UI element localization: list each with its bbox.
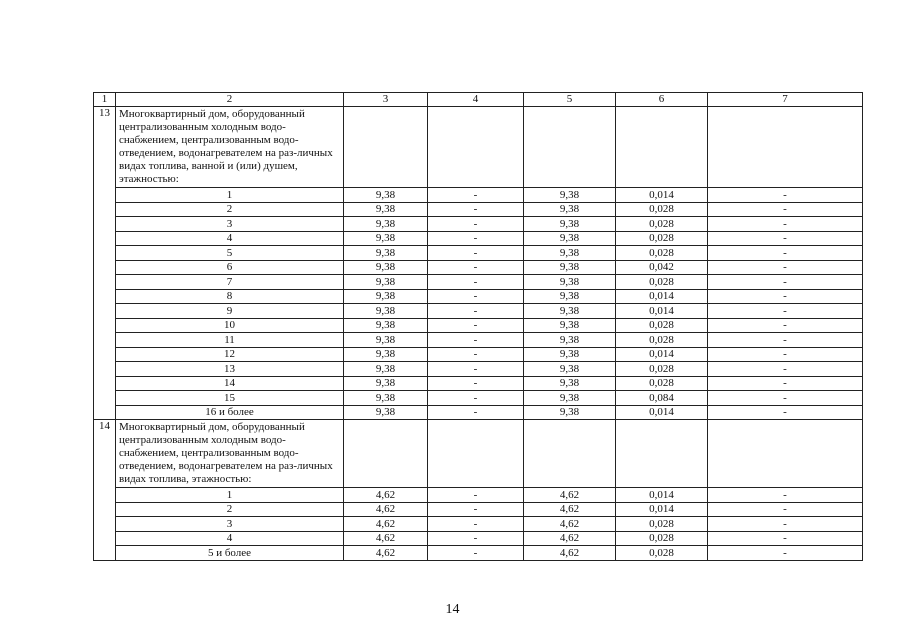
value-cell: - xyxy=(708,289,863,304)
floor-count-cell: 1 xyxy=(116,188,344,203)
value-cell: 4,62 xyxy=(524,517,616,532)
value-cell: 9,38 xyxy=(524,333,616,348)
floor-count-cell: 3 xyxy=(116,217,344,232)
value-cell: 9,38 xyxy=(344,347,428,362)
value-cell: - xyxy=(708,347,863,362)
value-cell: - xyxy=(428,231,524,246)
table-row xyxy=(94,217,863,232)
value-cell: 0,014 xyxy=(616,347,708,362)
floor-count-cell: 4 xyxy=(116,531,344,546)
value-cell: 9,38 xyxy=(344,188,428,203)
value-cell: - xyxy=(708,391,863,406)
value-cell: 4,62 xyxy=(524,546,616,561)
value-cell: 9,38 xyxy=(344,289,428,304)
floor-count-cell: 12 xyxy=(116,347,344,362)
value-cell: 9,38 xyxy=(524,246,616,261)
header-cell: 5 xyxy=(524,93,616,107)
value-cell: - xyxy=(428,391,524,406)
table-row xyxy=(94,260,863,275)
value-cell: 0,028 xyxy=(616,231,708,246)
floor-count-cell: 8 xyxy=(116,289,344,304)
floor-count-cell: 2 xyxy=(116,502,344,517)
table-row xyxy=(94,188,863,203)
floor-count-cell: 5 xyxy=(116,246,344,261)
value-cell: - xyxy=(708,231,863,246)
value-cell: - xyxy=(708,202,863,217)
value-cell: - xyxy=(428,517,524,532)
floor-count-cell: 5 и более xyxy=(116,546,344,561)
row-number: 14 xyxy=(94,420,116,561)
value-cell: 9,38 xyxy=(344,405,428,420)
value-cell: 9,38 xyxy=(524,275,616,290)
value-cell: 4,62 xyxy=(524,488,616,503)
value-cell: - xyxy=(708,333,863,348)
value-cell: - xyxy=(428,502,524,517)
value-cell: - xyxy=(708,246,863,261)
value-cell: 9,38 xyxy=(524,217,616,232)
group-header-row xyxy=(94,107,863,188)
value-cell: 9,38 xyxy=(344,260,428,275)
table-row xyxy=(94,531,863,546)
value-cell: 0,042 xyxy=(616,260,708,275)
empty-cell xyxy=(708,107,863,188)
empty-cell xyxy=(616,420,708,488)
value-cell: - xyxy=(708,362,863,377)
value-cell: 9,38 xyxy=(344,333,428,348)
table-row xyxy=(94,318,863,333)
floor-count-cell: 4 xyxy=(116,231,344,246)
value-cell: 0,014 xyxy=(616,289,708,304)
value-cell: 9,38 xyxy=(524,405,616,420)
value-cell: 0,028 xyxy=(616,318,708,333)
table-row xyxy=(94,517,863,532)
empty-cell xyxy=(524,420,616,488)
floor-count-cell: 3 xyxy=(116,517,344,532)
table-row xyxy=(94,502,863,517)
table-row xyxy=(94,333,863,348)
floor-count-cell: 7 xyxy=(116,275,344,290)
header-cell: 4 xyxy=(428,93,524,107)
floor-count-cell: 15 xyxy=(116,391,344,406)
value-cell: 9,38 xyxy=(524,304,616,319)
value-cell: - xyxy=(708,376,863,391)
value-cell: 9,38 xyxy=(344,362,428,377)
value-cell: 0,028 xyxy=(616,275,708,290)
value-cell: 4,62 xyxy=(344,546,428,561)
value-cell: - xyxy=(428,304,524,319)
table-row xyxy=(94,231,863,246)
value-cell: 0,028 xyxy=(616,531,708,546)
value-cell: 0,028 xyxy=(616,217,708,232)
value-cell: - xyxy=(428,246,524,261)
group-header-row xyxy=(94,420,863,488)
value-cell: 9,38 xyxy=(524,231,616,246)
value-cell: - xyxy=(708,546,863,561)
value-cell: 0,028 xyxy=(616,246,708,261)
value-cell: - xyxy=(708,217,863,232)
table-row xyxy=(94,289,863,304)
value-cell: 4,62 xyxy=(524,502,616,517)
page-number: 14 xyxy=(445,602,460,617)
value-cell: 9,38 xyxy=(344,304,428,319)
value-cell: 9,38 xyxy=(344,275,428,290)
value-cell: 0,028 xyxy=(616,333,708,348)
table-row xyxy=(94,546,863,561)
value-cell: 4,62 xyxy=(344,488,428,503)
table-row xyxy=(94,376,863,391)
header-cell: 1 xyxy=(94,93,116,107)
floor-count-cell: 14 xyxy=(116,376,344,391)
table-body xyxy=(94,93,863,561)
table-row xyxy=(94,202,863,217)
value-cell: - xyxy=(428,546,524,561)
floor-count-cell: 16 и более xyxy=(116,405,344,420)
floor-count-cell: 6 xyxy=(116,260,344,275)
value-cell: - xyxy=(428,405,524,420)
empty-cell xyxy=(524,107,616,188)
value-cell: - xyxy=(428,376,524,391)
floor-count-cell: 1 xyxy=(116,488,344,503)
table-row xyxy=(94,405,863,420)
value-cell: - xyxy=(428,347,524,362)
value-cell: 9,38 xyxy=(344,391,428,406)
header-cell: 7 xyxy=(708,93,863,107)
value-cell: 0,028 xyxy=(616,376,708,391)
empty-cell xyxy=(616,107,708,188)
norms-table xyxy=(93,92,863,561)
empty-cell xyxy=(344,420,428,488)
table-row xyxy=(94,391,863,406)
value-cell: 9,38 xyxy=(344,318,428,333)
value-cell: 0,084 xyxy=(616,391,708,406)
value-cell: 0,014 xyxy=(616,488,708,503)
value-cell: 0,028 xyxy=(616,546,708,561)
value-cell: - xyxy=(708,275,863,290)
value-cell: 9,38 xyxy=(344,202,428,217)
value-cell: - xyxy=(428,289,524,304)
value-cell: - xyxy=(428,217,524,232)
value-cell: 9,38 xyxy=(524,362,616,377)
header-cell: 2 xyxy=(116,93,344,107)
value-cell: 0,028 xyxy=(616,202,708,217)
value-cell: - xyxy=(428,188,524,203)
empty-cell xyxy=(428,107,524,188)
empty-cell xyxy=(708,420,863,488)
value-cell: 0,014 xyxy=(616,188,708,203)
value-cell: - xyxy=(708,502,863,517)
value-cell: - xyxy=(428,275,524,290)
value-cell: - xyxy=(428,318,524,333)
value-cell: 9,38 xyxy=(344,217,428,232)
header-cell: 3 xyxy=(344,93,428,107)
floor-count-cell: 10 xyxy=(116,318,344,333)
value-cell: 9,38 xyxy=(524,318,616,333)
value-cell: 0,028 xyxy=(616,517,708,532)
value-cell: 9,38 xyxy=(344,246,428,261)
table-row xyxy=(94,304,863,319)
header-cell: 6 xyxy=(616,93,708,107)
floor-count-cell: 11 xyxy=(116,333,344,348)
value-cell: 9,38 xyxy=(524,347,616,362)
value-cell: 9,38 xyxy=(524,289,616,304)
row-number: 13 xyxy=(94,107,116,420)
value-cell: - xyxy=(708,531,863,546)
table-row xyxy=(94,275,863,290)
value-cell: 9,38 xyxy=(344,231,428,246)
table-row xyxy=(94,488,863,503)
value-cell: - xyxy=(708,304,863,319)
floor-count-cell: 13 xyxy=(116,362,344,377)
value-cell: 0,028 xyxy=(616,362,708,377)
value-cell: - xyxy=(708,405,863,420)
empty-cell xyxy=(428,420,524,488)
floor-count-cell: 2 xyxy=(116,202,344,217)
value-cell: - xyxy=(428,488,524,503)
value-cell: - xyxy=(708,488,863,503)
value-cell: 4,62 xyxy=(524,531,616,546)
housing-description: Многоквартирный дом, оборудованный централизованным холодным водо-снабжением, централизованным водо-отведением, водонагревателем на раз-личных видах топлива, этажностью: xyxy=(116,420,344,488)
value-cell: 9,38 xyxy=(524,376,616,391)
table-row xyxy=(94,362,863,377)
value-cell: - xyxy=(708,318,863,333)
value-cell: 4,62 xyxy=(344,502,428,517)
value-cell: 9,38 xyxy=(344,376,428,391)
value-cell: 0,014 xyxy=(616,405,708,420)
value-cell: - xyxy=(708,517,863,532)
value-cell: - xyxy=(708,188,863,203)
value-cell: 4,62 xyxy=(344,531,428,546)
value-cell: 9,38 xyxy=(524,202,616,217)
value-cell: - xyxy=(708,260,863,275)
table-row xyxy=(94,347,863,362)
value-cell: 9,38 xyxy=(524,391,616,406)
value-cell: 9,38 xyxy=(524,188,616,203)
table-row xyxy=(94,246,863,261)
value-cell: - xyxy=(428,333,524,348)
empty-cell xyxy=(344,107,428,188)
housing-description: Многоквартирный дом, оборудованный централизованным холодным водо-снабжением, централизованным водо-отведением, водонагревателем на раз-личных видах топлива, ванной и (или) душем, этажностью: xyxy=(116,107,344,188)
value-cell: - xyxy=(428,260,524,275)
floor-count-cell: 9 xyxy=(116,304,344,319)
value-cell: 4,62 xyxy=(344,517,428,532)
column-numbers-row xyxy=(94,93,863,107)
value-cell: - xyxy=(428,362,524,377)
value-cell: - xyxy=(428,531,524,546)
value-cell: 9,38 xyxy=(524,260,616,275)
value-cell: - xyxy=(428,202,524,217)
value-cell: 0,014 xyxy=(616,502,708,517)
value-cell: 0,014 xyxy=(616,304,708,319)
